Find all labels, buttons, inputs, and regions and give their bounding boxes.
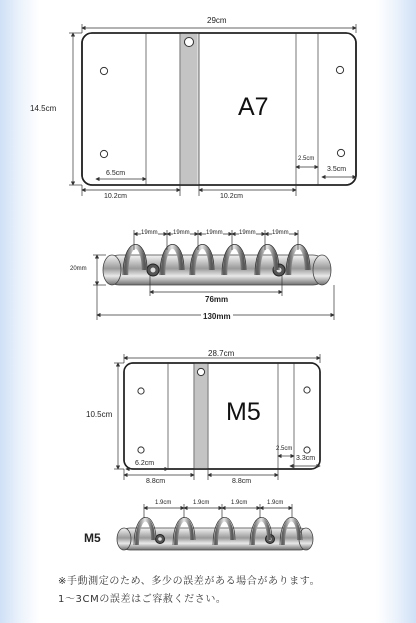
m5-binder xyxy=(124,363,320,469)
a7-right-panel-label: 10.2cm xyxy=(220,193,243,200)
a7-binder xyxy=(82,33,356,185)
m5-right-panel-label: 8.8cm xyxy=(232,478,252,485)
ring-spacing-label: 19mm xyxy=(206,230,223,236)
a7-left-panel-label: 10.2cm xyxy=(104,193,127,200)
a7-edge-label: 2.5cm xyxy=(298,156,315,162)
note-tolerance: 1〜3CMの誤差はご容赦ください。 xyxy=(58,594,227,605)
m5-ring-model-label: M5 xyxy=(84,531,101,545)
a7-model-label: A7 xyxy=(238,93,269,121)
small-ring-spacing-label: 1.9cm xyxy=(155,500,172,506)
a7-right-margin-label: 3.5cm xyxy=(327,166,347,173)
ring-height-label: 20mm xyxy=(70,266,87,272)
m5-height-label: 10.5cm xyxy=(86,410,113,419)
small-ring-spacing-label: 1.9cm xyxy=(267,500,284,506)
ring-spacing-label: 19mm xyxy=(141,230,158,236)
m5-model-label: M5 xyxy=(226,398,261,426)
ring-spacing-label: 19mm xyxy=(173,230,190,236)
m5-right-margin-label: 3.3cm xyxy=(296,455,316,462)
small-ring-spacing-label: 1.9cm xyxy=(193,500,210,506)
m5-edge-label: 2.5cm xyxy=(276,446,293,452)
m5-width-label: 28.7cm xyxy=(208,349,235,358)
a7-height-label: 14.5cm xyxy=(30,104,57,113)
ring-mechanism-large xyxy=(103,244,331,285)
ring-total-length-label: 130mm xyxy=(203,312,231,321)
small-ring-spacing-label: 1.9cm xyxy=(231,500,248,506)
ring-inner-span-label: 76mm xyxy=(205,295,229,304)
ring-mechanism-small xyxy=(117,517,313,550)
ring-spacing-label: 19mm xyxy=(239,230,256,236)
a7-inner-left-label: 6.5cm xyxy=(106,170,126,177)
a7-width-label: 29cm xyxy=(207,16,227,25)
note-measurement: ※手動測定のため、多少の誤差がある場合があります。 xyxy=(58,576,321,587)
m5-inner-left-label: 6.2cm xyxy=(135,460,155,467)
ring-spacing-label: 19mm xyxy=(272,230,289,236)
m5-left-panel-label: 8.8cm xyxy=(146,478,166,485)
